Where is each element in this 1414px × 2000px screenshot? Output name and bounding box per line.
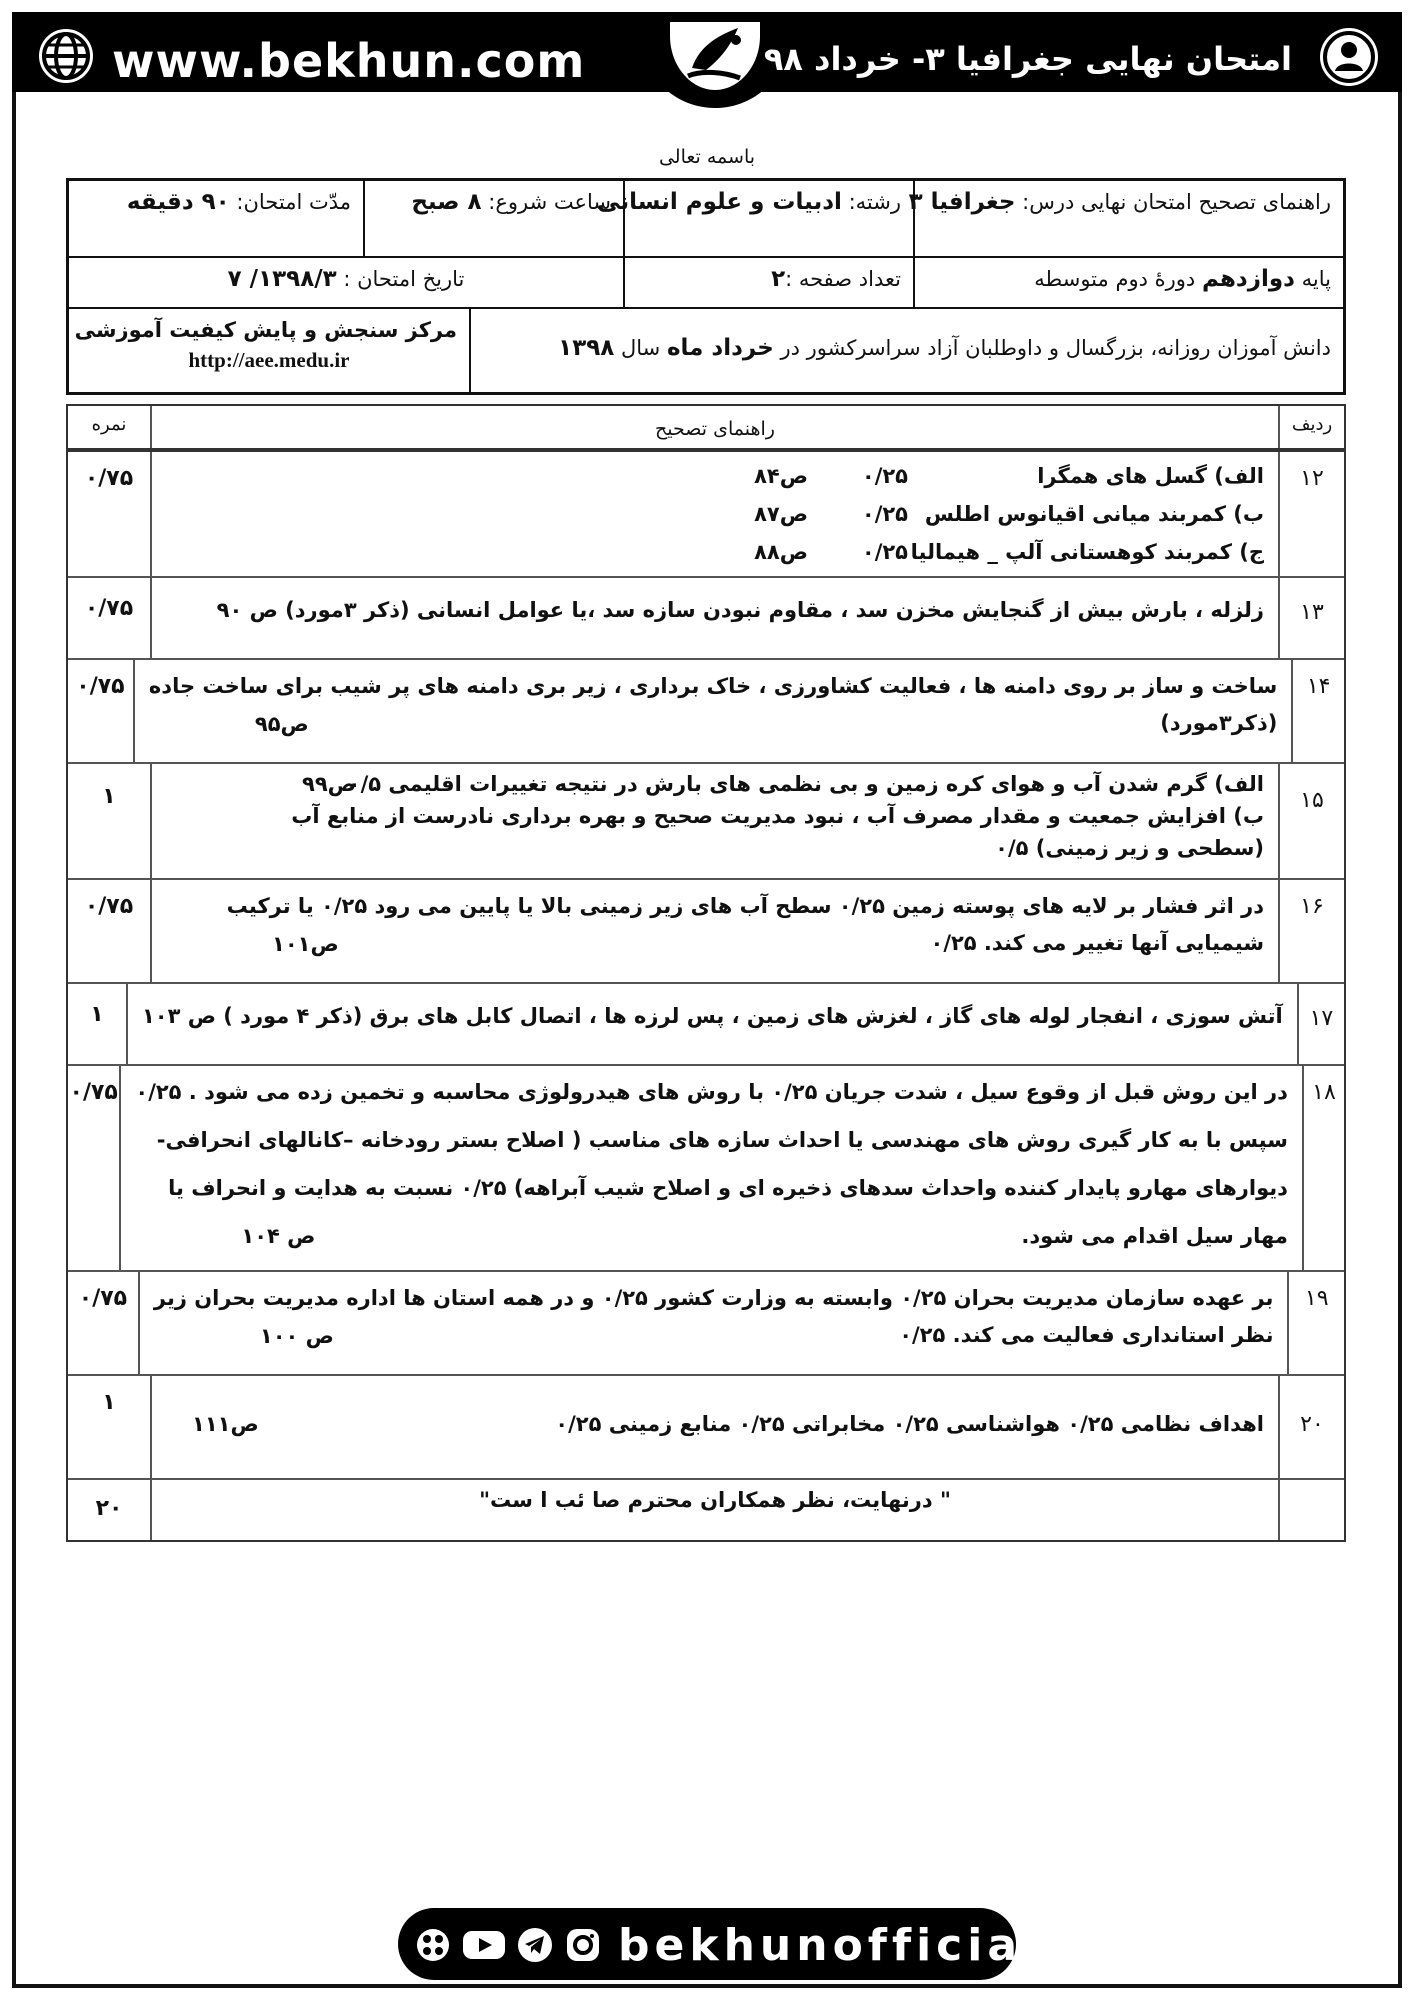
score: ۱ <box>102 784 116 809</box>
question-number: ۱۹ <box>1287 1272 1344 1374</box>
field-cell: رشته: ادبیات و علوم انسانی <box>623 181 913 258</box>
score: ۰/۷۵ <box>84 894 134 919</box>
score: ۰/۷۵ <box>69 1080 118 1105</box>
page-count: ۲ <box>771 266 786 292</box>
col-guide-header: راهنمای تصحیح <box>150 406 1278 448</box>
exam-date: ۱۳۹۸/۳/ ۷ <box>227 266 337 292</box>
answer-cell: ساخت و ساز بر روی دامنه ها ، فعالیت کشاورزی ، خاک برداری ، زیر بری دامنه های پر شیب برای ساخت جاده (ذکر۳مورد) ص۹۵ <box>133 660 1291 762</box>
table-row <box>68 1376 1344 1480</box>
center-name: مرکز سنجش و پایش کیفیت آموزشی <box>74 318 457 342</box>
table-row <box>68 452 1344 578</box>
students-cell: دانش آموزان روزانه، بزرگسال و داوطلبان آزاد سراسرکشور در خرداد ماه سال ۱۳۹۸ <box>469 309 1343 392</box>
instagram-icon[interactable] <box>564 1926 602 1964</box>
exam-header-table <box>66 178 1346 395</box>
answer-key-table <box>66 404 1346 1542</box>
course-cell: راهنمای تصحیح امتحان نهایی درس: جغرافیا ۳ <box>913 181 1343 258</box>
exam-title: امتحان نهایی جغرافیا ۳- خرداد ۹۸ <box>763 40 1292 78</box>
aparat-icon[interactable] <box>414 1926 452 1964</box>
start-time: ۸ صبح <box>411 189 482 215</box>
question-number: ۱۴ <box>1291 660 1344 762</box>
field-name: ادبیات و علوم انسانی <box>597 189 842 215</box>
closing-note: " درنهایت، نظر همکاران محترم صا ئب ا ست" <box>150 1480 1278 1540</box>
youtube-icon[interactable] <box>462 1926 506 1964</box>
globe-icon <box>36 26 96 86</box>
duration-cell: مدّت امتحان: ۹۰ دقیقه <box>69 181 363 258</box>
score: ۰/۷۵ <box>84 466 134 491</box>
question-number: ۱۶ <box>1278 880 1344 982</box>
col-score-header: نمره <box>91 414 127 435</box>
answer-cell: زلزله ، بارش بیش از گنجایش مخزن سد ، مقاوم نبودن سازه سد ،یا عوامل انسانی (ذکر ۳مورد) ص ۹۰ <box>150 578 1278 658</box>
col-row-header: ردیف <box>1278 406 1344 448</box>
site-url[interactable]: www.bekhun.com <box>112 34 586 88</box>
question-number: ۲۰ <box>1278 1376 1344 1478</box>
top-banner <box>12 12 1402 92</box>
start-time-cell: ساعت شروع: ۸ صبح <box>363 181 623 258</box>
course-name: جغرافیا ۳ <box>908 189 1016 215</box>
score: ۰/۷۵ <box>78 1286 128 1311</box>
page-count-cell: تعداد صفحه :۲ <box>623 258 913 309</box>
question-number: ۱۵ <box>1278 764 1344 878</box>
social-handle[interactable]: bekhunofficial <box>618 1920 1043 1971</box>
center-cell <box>69 309 469 392</box>
answer-cell: در اثر فشار بر لایه های پوسته زمین ۰/۲۵ سطح آب های زیر زمینی بالا یا پایین می رود ۰/۲۵ یا ترکیب شیمیایی آنها تغییر می کند. ۰/۲۵ ص۱۰۱ <box>150 880 1278 982</box>
table-header-row <box>68 406 1344 452</box>
answer-cell: الف) گسل های همگرا ۰/۲۵ ص۸۴ ب) کمربند میانی اقیانوس اطلس ۰/۲۵ ص۸۷ ج) کمربند کوهستانی آلپ _ هیمالیا ۰/۲۵ ص۸۸ <box>150 452 1278 576</box>
answer-cell: الف) گرم شدن آب و هوای کره زمین و بی نظمی های بارش در نتیجه تغییرات اقلیمی ۰/۵ ص۹۹ ب) افزایش جمعیت و مقدار مصرف آب ، نبود مدیریت صحیح و بهره برداری نادرست از منابع آب (سطحی و زیر زمینی) ۰/۵ <box>150 764 1278 878</box>
score: ۰/۷۵ <box>84 596 134 621</box>
table-footer-row <box>68 1480 1344 1540</box>
score: ۱ <box>102 1390 116 1415</box>
table-row <box>68 1066 1344 1272</box>
user-icon <box>1318 26 1380 88</box>
grade-cell: پایه دوازدهم دورهٔ دوم متوسطه <box>913 258 1343 309</box>
table-row <box>68 1272 1344 1376</box>
table-row <box>68 578 1344 660</box>
question-number: ۱۲ <box>1278 452 1344 576</box>
table-row <box>68 764 1344 880</box>
question-number: ۱۸ <box>1302 1066 1344 1270</box>
basmeh-heading: باسمه تعالی <box>658 146 756 168</box>
question-number: ۱۳ <box>1278 578 1344 658</box>
answer-cell: در این روش قبل از وقوع سیل ، شدت جریان ۰/۲۵ با روش های هیدرولوژی محاسبه و تخمین زده می شود . ۰/۲۵ سپس با به کار گیری روش های مهندسی یا احداث سازه های مناسب ( اصلاح بستر رودخانه –کانالهای انحرافی- دیوارهای مهارو پایدار کننده واحداث سدهای ذخیره ای و اصلاح شیب آبراهه) ۰/۲۵ نسبت به هدایت و انحراف یا مهار سیل اقدام می شود. ص ۱۰۴ <box>119 1066 1302 1270</box>
answer-cell: اهداف نظامی ۰/۲۵ هواشناسی ۰/۲۵ مخابراتی ۰/۲۵ منابع زمینی ۰/۲۵ ص۱۱۱ <box>150 1376 1278 1478</box>
telegram-icon[interactable] <box>516 1926 554 1964</box>
empty-cell <box>1278 1480 1344 1540</box>
answer-cell: آتش سوزی ، انفجار لوله های گاز ، لغزش های زمین ، پس لرزه ها ، اتصال کابل های برق (ذکر ۴ مورد ) ص ۱۰۳ <box>126 984 1297 1064</box>
table-row <box>68 984 1344 1066</box>
grade: دوازدهم <box>1201 266 1295 292</box>
score: ۰/۷۵ <box>76 674 125 699</box>
total-score: ۲۰ <box>95 1496 123 1521</box>
question-number: ۱۷ <box>1297 984 1344 1064</box>
social-badge[interactable] <box>398 1908 1043 1980</box>
exam-year: ۱۳۹۸ <box>558 335 615 361</box>
duration: ۹۰ دقیقه <box>126 189 230 215</box>
table-row <box>68 660 1344 764</box>
answer-cell: بر عهده سازمان مدیریت بحران ۰/۲۵ وابسته به وزارت کشور ۰/۲۵ و در همه استان ها اداره مدیریت بحران زیر نظر استانداری فعالیت می کند. ۰/۲۵ ص ۱۰۰ <box>138 1272 1288 1374</box>
score: ۱ <box>90 1002 104 1027</box>
exam-date-cell: تاریخ امتحان : ۱۳۹۸/۳/ ۷ <box>69 258 623 309</box>
center-url[interactable]: http://aee.medu.ir <box>188 348 350 372</box>
table-row <box>68 880 1344 984</box>
